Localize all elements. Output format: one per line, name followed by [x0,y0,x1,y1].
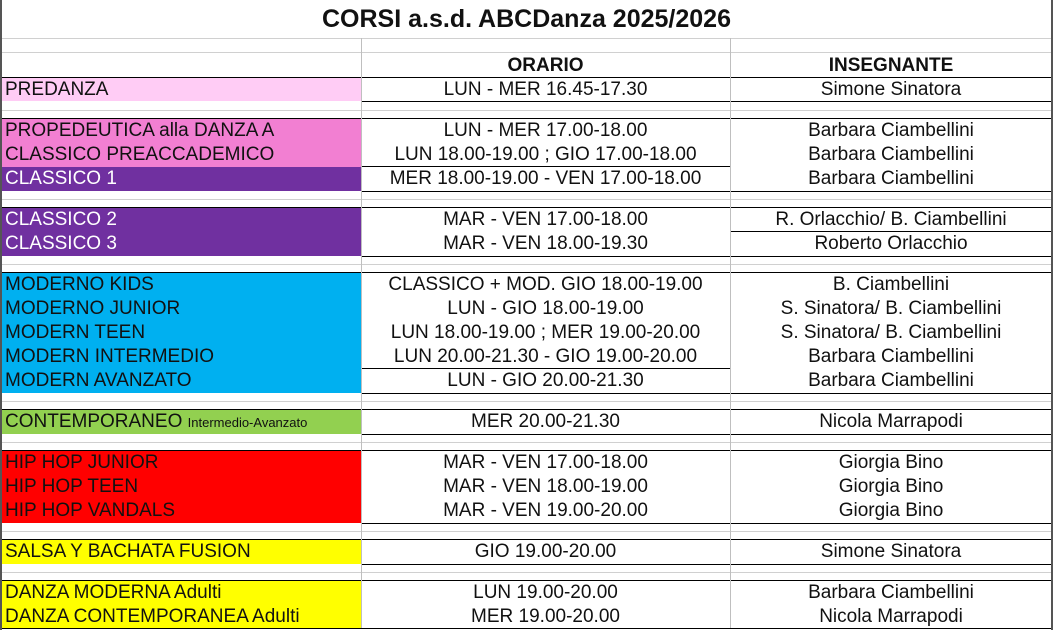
table-row [0,581,1053,605]
course-schedule: LUN 18.00-19.00 ; GIO 17.00-18.00 [394,144,697,165]
course-teacher: Barbara Ciambellini [808,144,974,165]
table-row [0,369,1053,393]
course-schedule: MAR - VEN 17.00-18.00 [443,209,648,230]
table-row [0,475,1053,499]
course-teacher: Barbara Ciambellini [808,346,974,367]
course-schedule: MER 19.00-20.00 [471,606,620,627]
table-row [0,410,1053,434]
course-teacher: S. Sinatora/ B. Ciambellini [780,322,1002,343]
course-name: HIP HOP VANDALS [2,499,361,523]
course-schedule: LUN - MER 16.45-17.30 [443,78,648,100]
course-schedule: MER 18.00-19.00 - VEN 17.00-18.00 [389,168,702,189]
course-schedule: LUN - MER 17.00-18.00 [443,120,648,141]
course-schedule: LUN - GIO 18.00-19.00 [447,298,644,319]
course-teacher: Nicola Marrapodi [819,411,963,432]
table-row [0,208,1053,232]
course-schedule: MAR - VEN 18.00-19.00 [443,476,648,497]
course-teacher: Barbara Ciambellini [808,582,974,603]
course-name: MODERN INTERMEDIO [2,345,361,369]
course-teacher: Barbara Ciambellini [808,168,974,189]
table-row [0,499,1053,523]
course-teacher: S. Sinatora/ B. Ciambellini [780,298,1002,319]
sheet-title: CORSI a.s.d. ABCDanza 2025/2026 [322,4,731,33]
course-schedule: GIO 19.00-20.00 [474,541,617,562]
table-row [0,167,1053,191]
course-name: CLASSICO PREACCADEMICO [2,143,361,167]
header-row [0,54,1053,78]
table-row [0,143,1053,167]
course-teacher: Barbara Ciambellini [808,120,974,141]
course-name: PROPEDEUTICA alla DANZA A [2,119,361,143]
course-schedule: MAR - VEN 17.00-18.00 [443,452,648,473]
course-name: HIP HOP JUNIOR [2,451,361,475]
table-row [0,451,1053,475]
course-level-note: Intermedio-Avanzato [187,414,308,430]
table-row [0,273,1053,297]
course-name: PREDANZA [2,78,361,101]
course-schedule: LUN 18.00-19.00 ; MER 19.00-20.00 [390,322,701,343]
course-teacher: Barbara Ciambellini [808,370,974,391]
table-row [0,321,1053,345]
course-teacher: R. Orlacchio/ B. Ciambellini [775,209,1007,230]
table-row [0,345,1053,369]
course-schedule: CLASSICO + MOD. GIO 18.00-19.00 [388,274,703,295]
course-name: MODERNO JUNIOR [2,297,361,321]
course-teacher: Nicola Marrapodi [819,606,963,627]
table-row [0,78,1053,101]
header-schedule: ORARIO [507,55,584,76]
course-schedule: LUN - GIO 20.00-21.30 [447,370,644,391]
course-name: HIP HOP TEEN [2,475,361,499]
course-schedule: LUN 20.00-21.30 - GIO 19.00-20.00 [393,346,698,367]
course-name [2,410,361,434]
table-row [0,232,1053,256]
table-row [0,119,1053,143]
course-name-text: CONTEMPORANEO [5,411,183,432]
course-teacher: Giorgia Bino [838,500,944,521]
table-row [0,605,1053,629]
course-schedule: MAR - VEN 18.00-19.30 [443,233,648,254]
table-row [0,540,1053,564]
course-name: CLASSICO 2 [2,208,361,232]
table-row [0,297,1053,321]
course-teacher: Roberto Orlacchio [814,233,968,254]
course-name: MODERN AVANZATO [2,369,361,393]
course-teacher: Simone Sinatora [820,78,962,100]
course-teacher: B. Ciambellini [832,274,950,295]
course-teacher: Simone Sinatora [820,541,962,562]
course-schedule: MER 20.00-21.30 [471,411,620,432]
course-schedule: MAR - VEN 19.00-20.00 [443,500,648,521]
course-name: CLASSICO 1 [2,167,361,191]
course-name: CLASSICO 3 [2,232,361,256]
course-name: DANZA CONTEMPORANEA Adulti [2,605,361,629]
course-teacher: Giorgia Bino [838,476,944,497]
course-name: DANZA MODERNA Adulti [2,581,361,605]
course-name: SALSA Y BACHATA FUSION [2,540,361,564]
course-schedule: LUN 19.00-20.00 [473,582,618,603]
header-teacher: INSEGNANTE [828,55,954,76]
course-name: MODERNO KIDS [2,273,361,297]
course-teacher: Giorgia Bino [838,452,944,473]
course-name: MODERN TEEN [2,321,361,345]
